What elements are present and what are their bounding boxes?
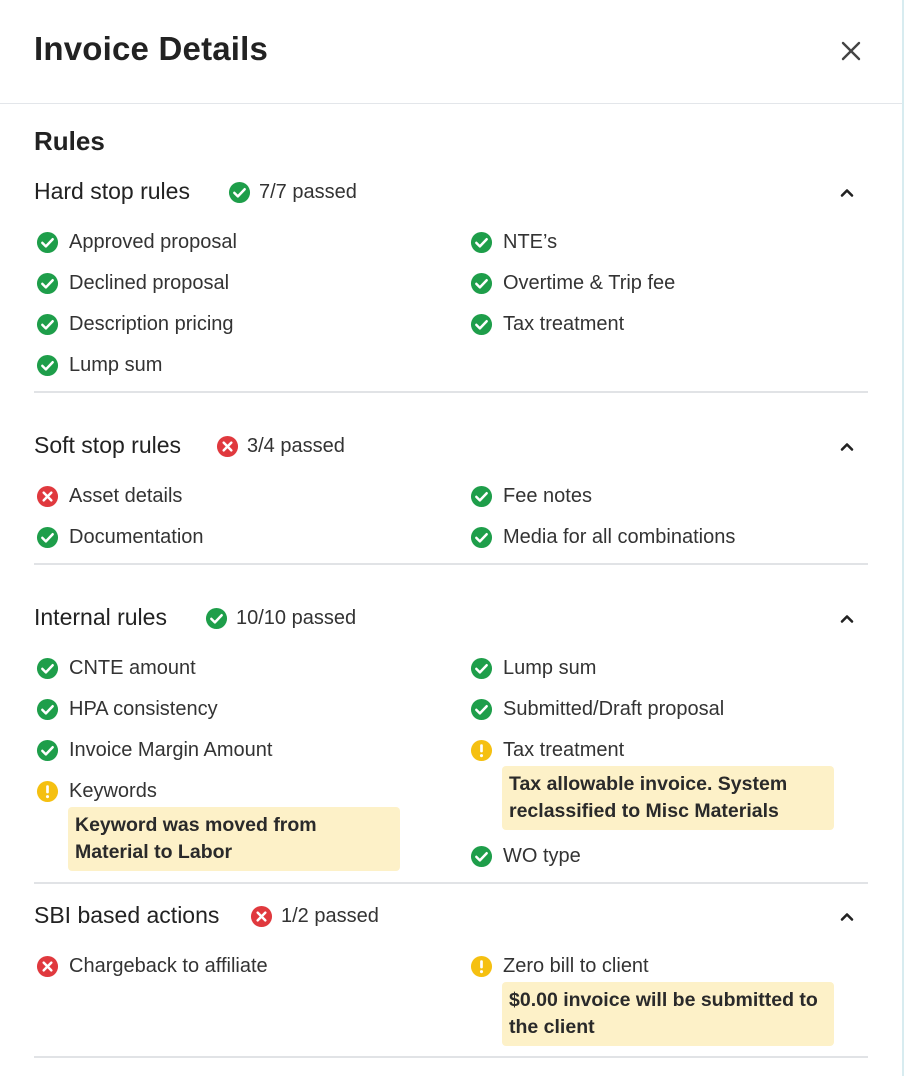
status-count: 7/7 passed — [259, 181, 357, 203]
rule-item — [470, 951, 649, 981]
panel-header — [0, 0, 902, 104]
x-circle-icon — [216, 435, 239, 458]
warning-circle-icon — [470, 955, 493, 978]
rule-item — [36, 350, 162, 380]
rule-label: WO type — [503, 844, 581, 867]
x-circle-icon — [36, 955, 59, 978]
page-title: Invoice Details — [34, 30, 269, 67]
section-status — [205, 607, 356, 630]
rule-label: Overtime & Trip fee — [503, 271, 676, 294]
rule-label: HPA consistency — [69, 697, 218, 720]
check-circle-icon — [205, 607, 228, 630]
rule-item — [470, 309, 624, 339]
rule-label: NTE’s — [503, 230, 558, 253]
rule-item — [470, 227, 557, 257]
section-header[interactable] — [34, 430, 868, 466]
section-title: Internal rules — [34, 604, 167, 630]
rule-item — [36, 309, 234, 339]
check-circle-icon — [36, 313, 59, 336]
warning-circle-icon — [470, 739, 493, 762]
section-title: Soft stop rules — [34, 432, 182, 458]
rule-item — [36, 653, 196, 683]
rule-label: Media for all combinations — [503, 525, 736, 548]
rule-item — [36, 481, 182, 511]
x-circle-icon — [36, 485, 59, 508]
check-circle-icon — [36, 657, 59, 680]
check-circle-icon — [36, 231, 59, 254]
section-header[interactable] — [34, 900, 868, 936]
rule-item — [36, 522, 204, 552]
check-circle-icon — [470, 313, 493, 336]
rule-note: Tax allowable invoice. System reclassified to Misc Materials — [502, 766, 834, 830]
check-circle-icon — [470, 485, 493, 508]
section-header[interactable] — [34, 602, 868, 638]
rule-label: Keywords — [69, 779, 157, 802]
rule-label: Chargeback to affiliate — [69, 954, 268, 977]
check-circle-icon — [36, 272, 59, 295]
rule-item — [36, 227, 237, 257]
check-circle-icon — [470, 272, 493, 295]
rule-note: $0.00 invoice will be submitted to the client — [502, 982, 834, 1046]
check-circle-icon — [470, 526, 493, 549]
rule-label: Lump sum — [503, 656, 597, 679]
rule-item — [36, 694, 218, 724]
divider — [34, 391, 868, 393]
divider — [34, 563, 868, 565]
rule-item — [470, 694, 724, 724]
rule-label: Approved proposal — [69, 230, 237, 253]
section-internal-rules — [34, 602, 868, 892]
check-circle-icon — [36, 526, 59, 549]
rule-label: Fee notes — [503, 484, 592, 507]
section-title: SBI based actions — [34, 902, 220, 928]
rule-label: Tax treatment — [503, 738, 625, 761]
rule-note: Keyword was moved from Material to Labor — [68, 807, 400, 871]
section-status — [228, 181, 357, 204]
chevron-up-icon[interactable] — [836, 608, 858, 630]
close-icon — [834, 34, 868, 68]
rules-heading: Rules — [34, 126, 105, 156]
rule-label: Submitted/Draft proposal — [503, 697, 725, 720]
x-circle-icon — [250, 905, 273, 928]
status-count: 10/10 passed — [236, 607, 357, 629]
section-soft-stop-rules — [34, 430, 868, 570]
check-circle-icon — [36, 354, 59, 377]
rule-item — [36, 735, 272, 765]
section-sbi-based-actions — [34, 900, 868, 1070]
check-circle-icon — [36, 739, 59, 762]
rule-item — [470, 268, 675, 298]
check-circle-icon — [470, 698, 493, 721]
rule-item — [470, 841, 581, 871]
check-circle-icon — [470, 231, 493, 254]
rule-item — [470, 653, 596, 683]
close-button[interactable] — [834, 34, 868, 68]
section-hard-stop-rules — [34, 176, 868, 396]
chevron-up-icon[interactable] — [836, 436, 858, 458]
rule-item — [36, 268, 229, 298]
rule-label: Declined proposal — [69, 271, 230, 294]
status-count: 3/4 passed — [247, 435, 345, 457]
rule-label: Zero bill to client — [503, 954, 649, 977]
rule-item — [470, 522, 735, 552]
check-circle-icon — [470, 845, 493, 868]
rule-item — [470, 735, 624, 765]
divider — [34, 882, 868, 884]
rule-item — [36, 951, 268, 981]
check-circle-icon — [228, 181, 251, 204]
rule-label: Tax treatment — [503, 312, 625, 335]
section-status — [250, 905, 379, 928]
warning-circle-icon — [36, 780, 59, 803]
check-circle-icon — [36, 698, 59, 721]
section-header[interactable] — [34, 176, 868, 212]
section-title: Hard stop rules — [34, 178, 190, 204]
rule-label: Lump sum — [69, 353, 163, 376]
rule-item — [36, 776, 157, 806]
chevron-up-icon[interactable] — [836, 906, 858, 928]
rule-label: Documentation — [69, 525, 204, 548]
rule-label: Description pricing — [69, 312, 234, 335]
rule-item — [470, 481, 592, 511]
check-circle-icon — [470, 657, 493, 680]
rule-label: Invoice Margin Amount — [69, 738, 273, 761]
rule-label: Asset details — [69, 484, 183, 507]
chevron-up-icon[interactable] — [836, 182, 858, 204]
status-count: 1/2 passed — [281, 905, 379, 927]
divider — [34, 1056, 868, 1058]
section-status — [216, 435, 345, 458]
rule-label: CNTE amount — [69, 656, 196, 679]
